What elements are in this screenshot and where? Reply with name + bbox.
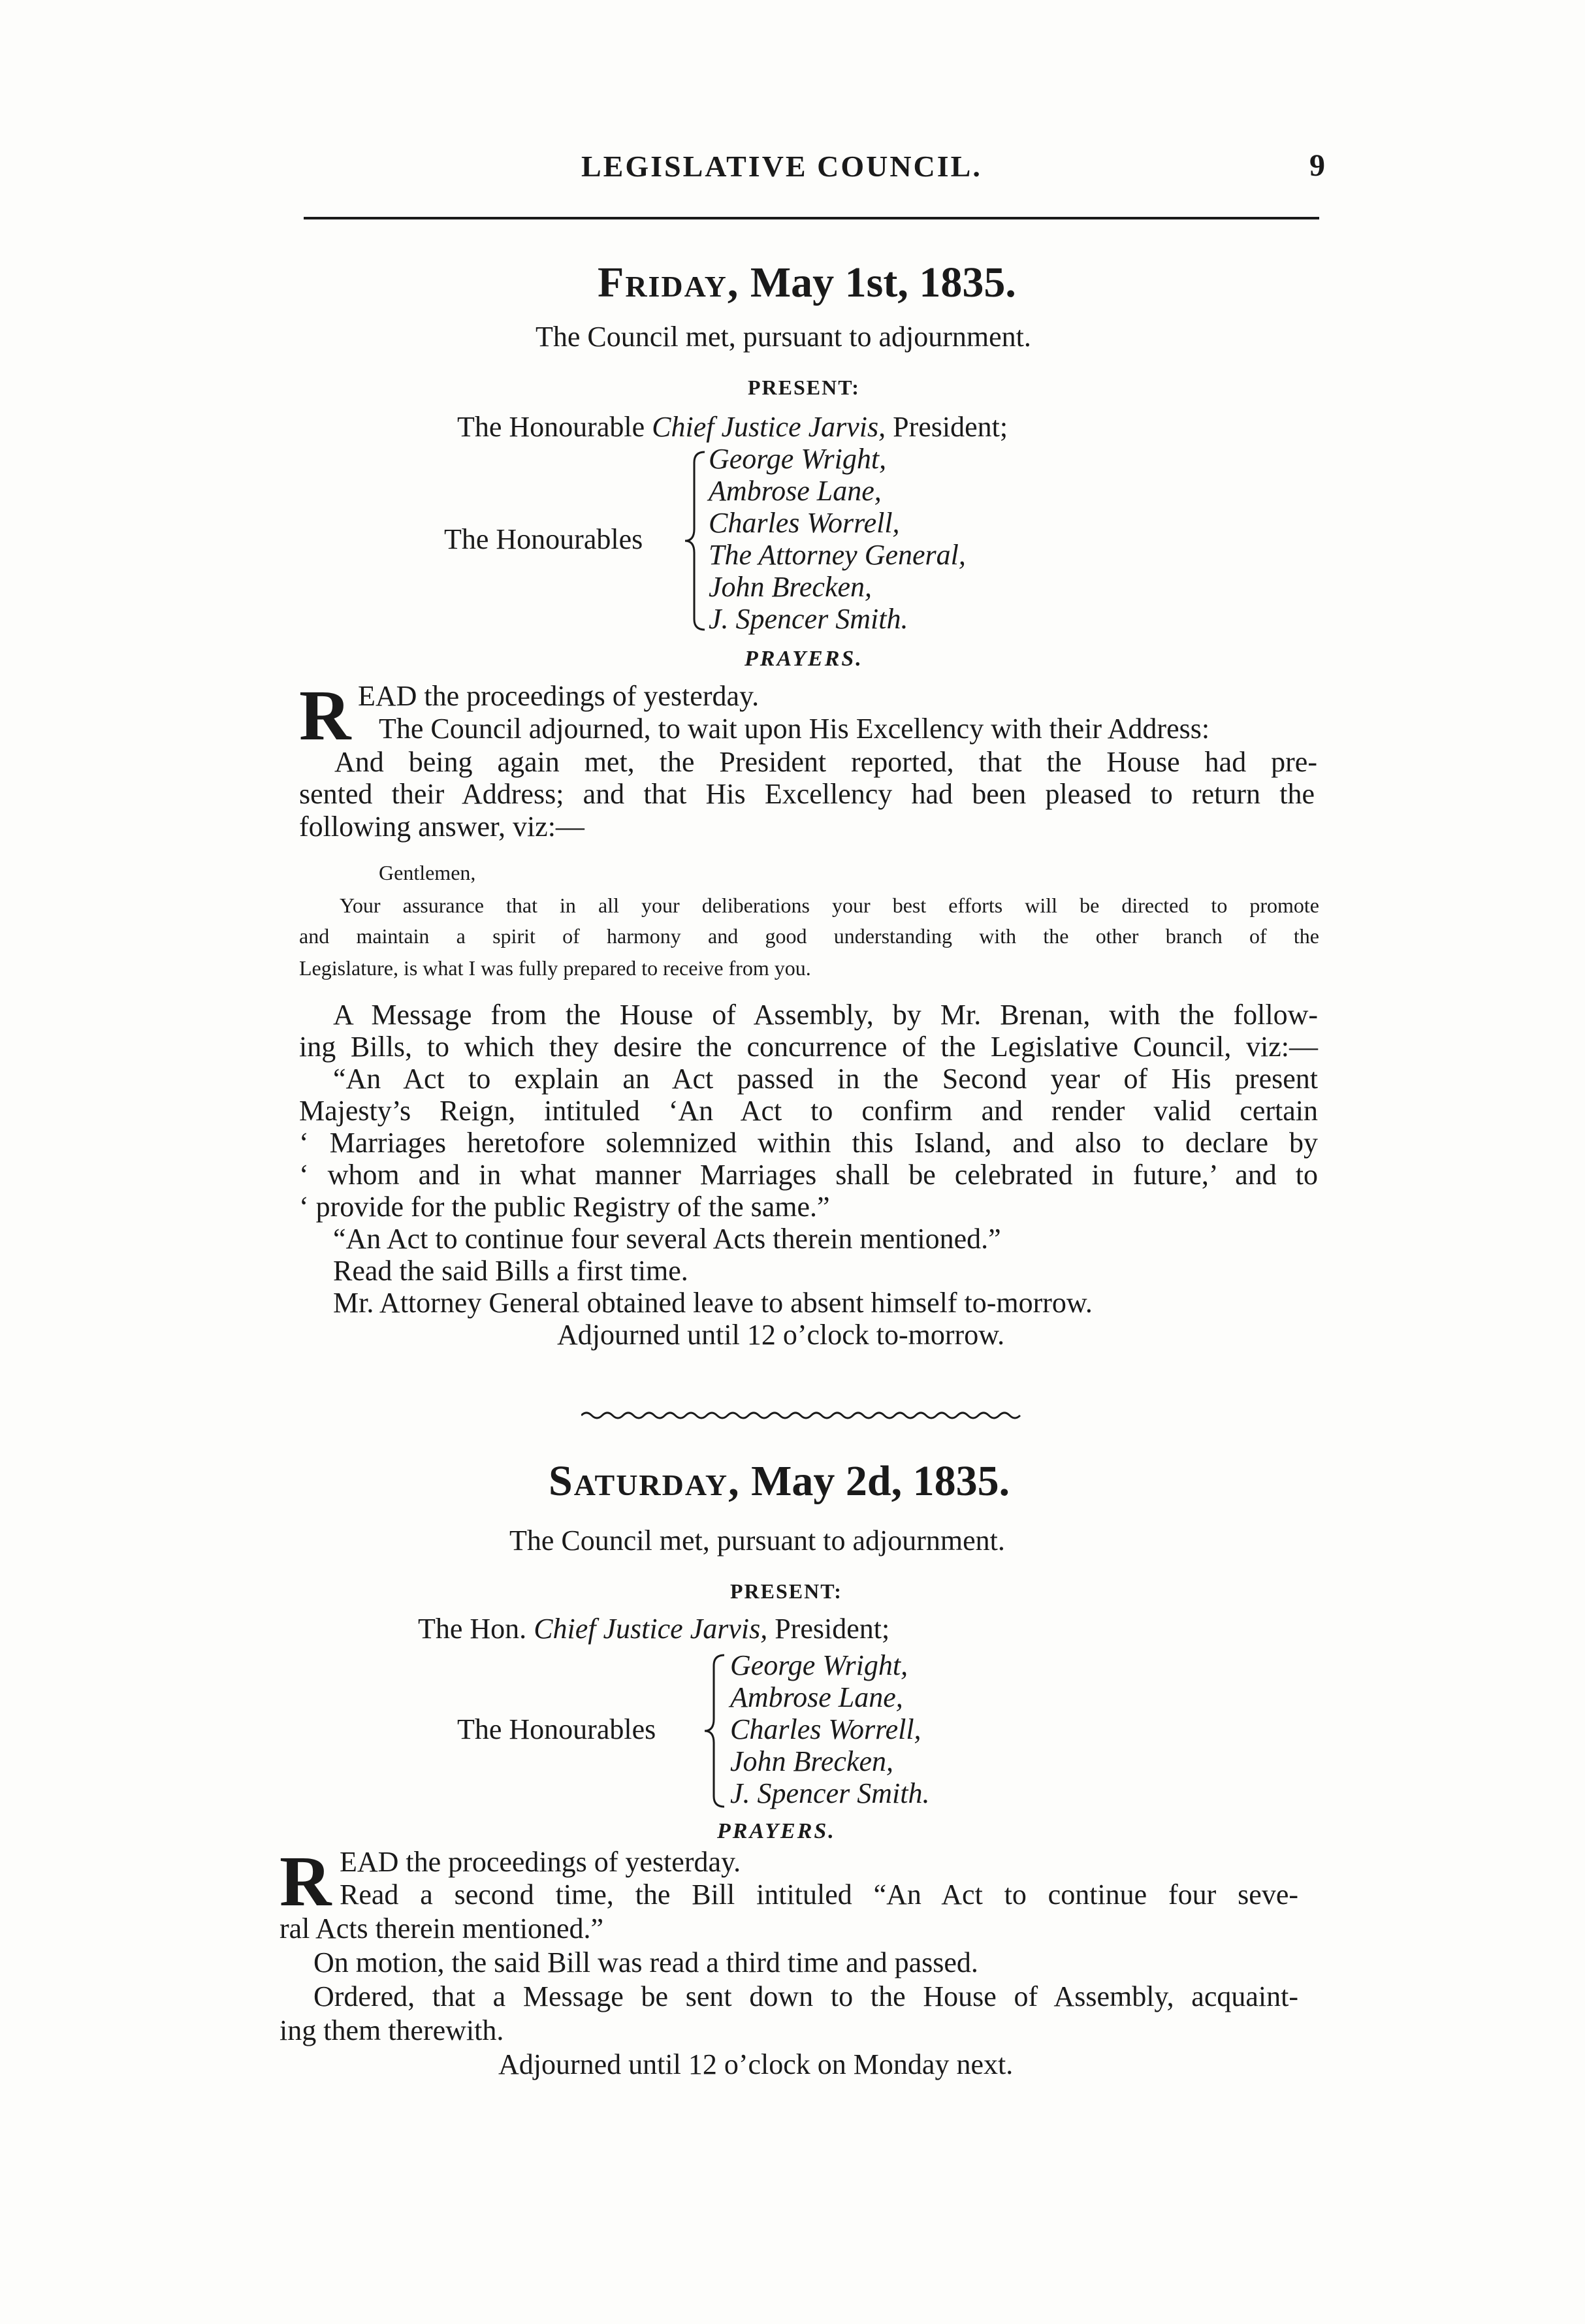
saturday-president-name: Chief Justice Jarvis, [534,1613,768,1645]
saturday-heading [549,1457,1010,1506]
saturday-prayers: PRAYERS. [717,1819,836,1843]
saturday-president-line [418,1612,889,1645]
friday-drop-cap: R [299,675,351,755]
friday-president-prefix: The Honourable [457,411,645,443]
friday-president-name: Chief Justice Jarvis, [652,411,886,443]
friday-message-line: ‘ provide for the public Registry of the same.” [299,1191,830,1223]
friday-met: The Council met, pursuant to adjournment. [536,321,1031,353]
running-header-title: LEGISLATIVE COUNCIL. [581,150,982,183]
friday-president-suffix: President; [893,411,1008,443]
friday-message-line: A Message from the House of Assembly, by Mr. Brenan, with the follow- [333,999,1318,1031]
saturday-heading-date: May 2d, 1835. [751,1457,1010,1505]
friday-message-line: Adjourned until 12 o’clock to-morrow. [557,1319,1005,1351]
friday-paragraph-2-line: And being again met, the President reported, that the House had pre- [334,746,1317,778]
friday-message-line: Read the said Bills a first time. [333,1255,688,1287]
friday-paragraph-2-line: sented their Address; and that His Excellency had been pleased to return the [299,778,1315,810]
friday-honourables-label: The Honourables [444,523,643,555]
friday-brace-icon [682,449,709,632]
saturday-heading-day: Saturday, [549,1457,741,1505]
section-divider-wavy [581,1410,1025,1421]
saturday-members-list [730,1649,929,1809]
friday-member: Charles Worrell, [709,507,900,539]
saturday-body-line: ing them therewith. [280,2014,504,2046]
page-number: 9 [1309,148,1325,183]
friday-member: Ambrose Lane, [709,475,882,507]
friday-message-line: ‘ whom and in what manner Marriages shall be celebrated in future,’ and to [299,1159,1318,1191]
saturday-member: Charles Worrell, [730,1713,921,1745]
friday-message-line: “An Act to continue four several Acts therein mentioned.” [333,1223,1001,1255]
saturday-body-line: Read a second time, the Bill intituled “An Act to continue four seve- [340,1879,1298,1911]
friday-member: J. Spencer Smith. [709,603,908,635]
friday-heading-day: Friday, [598,259,740,306]
header-rule [304,217,1319,219]
friday-reply-salutation: Gentlemen, [379,861,476,884]
friday-heading [598,258,1016,308]
friday-member: John Brecken, [709,571,873,603]
friday-read-proceedings: EAD the proceedings of yesterday. [358,680,760,712]
friday-paragraph-2-line: following answer, viz:— [299,811,584,843]
saturday-met: The Council met, pursuant to adjournment. [509,1525,1005,1557]
saturday-body-block [280,1878,1298,2082]
friday-member: The Attorney General, [709,539,966,571]
friday-president-line [457,410,1008,444]
saturday-member: John Brecken, [730,1745,894,1777]
saturday-drop-cap: R [280,1841,332,1921]
saturday-president-prefix: The Hon. [418,1613,527,1645]
saturday-honourables-label: The Honourables [457,1713,656,1745]
saturday-present-label: PRESENT: [730,1579,842,1603]
saturday-member: Ambrose Lane, [730,1681,903,1713]
friday-member: George Wright, [709,443,887,475]
friday-present-label: PRESENT: [748,376,860,399]
friday-heading-date: May 1st, 1835. [750,259,1016,306]
friday-message-line: Majesty’s Reign, intituled ‘An Act to confirm and render valid certain [299,1095,1318,1127]
saturday-body-line: Adjourned until 12 o’clock on Monday next. [498,2048,1014,2080]
saturday-brace-icon [702,1653,728,1809]
friday-reply-line: Your assurance that in all your deliberations your best efforts will be directed to promote [340,894,1319,917]
friday-message-line: ‘ Marriages heretofore solemnized within this Island, and also to declare by [299,1127,1318,1159]
friday-paragraph-1: The Council adjourned, to wait upon His Excellency with their Address: [379,713,1210,745]
saturday-read-proceedings: EAD the proceedings of yesterday. [340,1846,741,1878]
friday-message-block [299,998,1318,1350]
friday-message-line: “An Act to explain an Act passed in the Second year of His present [333,1063,1318,1095]
saturday-body-line: Ordered, that a Message be sent down to the House of Assembly, acquaint- [313,1980,1298,2012]
saturday-body-line: ral Acts therein mentioned.” [280,1912,604,1945]
friday-message-line: ing Bills, to which they desire the concurrence of the Legislative Council, viz:— [299,1031,1318,1063]
friday-members-list [709,443,966,635]
saturday-president-suffix: President; [775,1613,890,1645]
friday-reply-line: Legislature, is what I was fully prepared to receive from you. [299,956,811,980]
friday-reply-line: and maintain a spirit of harmony and good understanding with the other branch of the [299,924,1319,948]
friday-message-line: Mr. Attorney General obtained leave to absent himself to-morrow. [333,1287,1093,1319]
saturday-member: George Wright, [730,1649,908,1681]
friday-prayers: PRAYERS. [744,647,863,671]
saturday-body-line: On motion, the said Bill was read a third time and passed. [313,1946,978,1978]
saturday-member: J. Spencer Smith. [730,1777,930,1809]
